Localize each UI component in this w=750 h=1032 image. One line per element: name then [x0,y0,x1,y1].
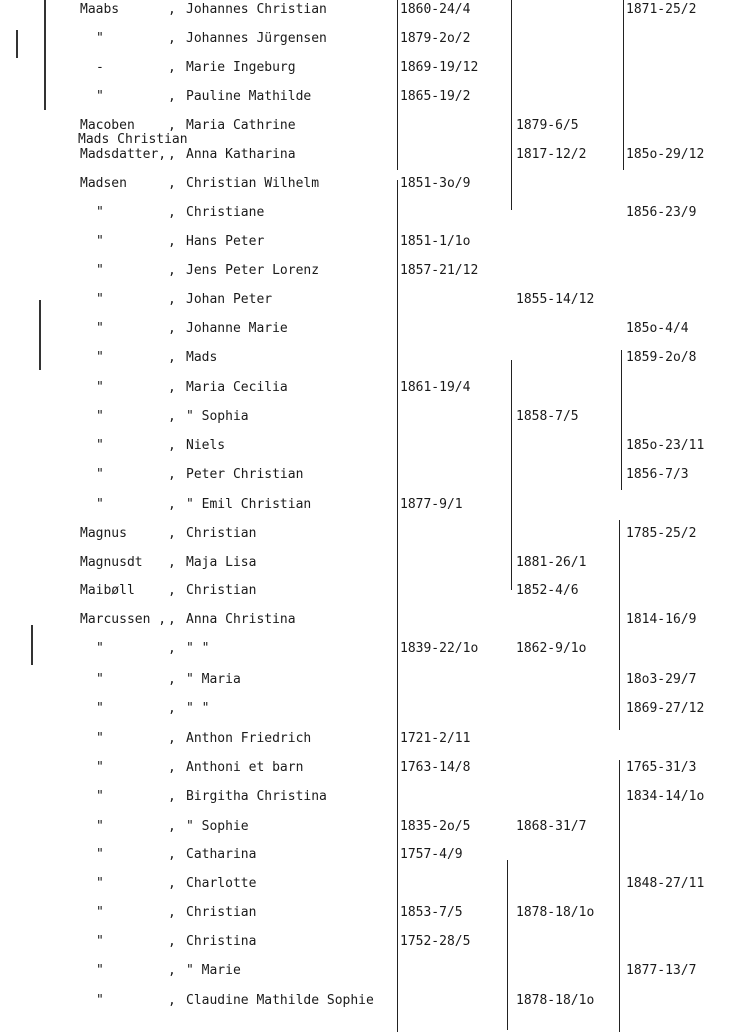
entry-surname: " [96,701,104,716]
entry-row [0,819,750,845]
entry-comma: , [168,526,176,541]
entry-extra-name: Mads Christian [78,132,188,147]
entry-date-col2: 1881-26/1 [516,555,587,570]
entry-surname: - [96,60,104,75]
entry-row [0,2,750,28]
entry-given-names: Maria Cathrine [186,118,296,133]
entry-given-names: Anna Christina [186,612,296,627]
entry-row [0,993,750,1019]
entry-date-col3: 18o3-29/7 [626,672,697,687]
entry-row [0,234,750,260]
entry-date-col3: 1856-7/3 [626,467,689,482]
entry-surname: " [96,731,104,746]
entry-surname: " [96,641,104,656]
entry-surname: " [96,321,104,336]
entry-comma: , [168,497,176,512]
entry-date-col3: 1871-25/2 [626,2,697,17]
entry-date-col1: 1851-3o/9 [400,176,471,191]
entry-date-col3: 1814-16/9 [626,612,697,627]
entry-given-names: Johannes Christian [186,2,327,17]
entry-row [0,263,750,289]
entry-date-col1: 1861-19/4 [400,380,471,395]
entry-comma: , [168,555,176,570]
entry-row [0,176,750,202]
entry-row [0,497,750,523]
entry-comma: , [168,292,176,307]
entry-row [0,60,750,86]
entry-comma: , [168,847,176,862]
entry-given-names: Mads [186,350,218,365]
entry-surname: " [96,409,104,424]
entry-comma: , [168,731,176,746]
entry-surname: " [96,263,104,278]
entry-row [0,292,750,318]
entry-surname: " [96,789,104,804]
entry-comma: , [168,438,176,453]
entry-row [0,350,750,376]
entry-given-names: " Maria [186,672,241,687]
entry-given-names: Charlotte [186,876,257,891]
entry-date-col1: 1839-22/1o [400,641,479,656]
entry-row [0,467,750,493]
entry-row [0,555,750,581]
entry-surname: " [96,847,104,862]
entry-date-col3: 1848-27/11 [626,876,705,891]
entry-comma: , [168,205,176,220]
entry-date-col1: 1877-9/1 [400,497,463,512]
entry-comma: , [168,263,176,278]
entry-given-names: Peter Christian [186,467,304,482]
entry-date-col3: 1877-13/7 [626,963,697,978]
entry-comma: , [168,789,176,804]
entry-surname: " [96,467,104,482]
entry-surname: Magnusdt [80,555,143,570]
entry-comma: , [168,672,176,687]
entry-date-col1: 1865-19/2 [400,89,471,104]
entry-surname: " [96,205,104,220]
entry-comma: , [168,176,176,191]
entry-date-col1: 1853-7/5 [400,905,463,920]
entry-row [0,31,750,57]
entry-date-col2: 1855-14/12 [516,292,595,307]
entry-date-col2: 1858-7/5 [516,409,579,424]
entry-surname: Maabs [80,2,120,17]
entry-comma: , [168,963,176,978]
entry-surname: " [96,819,104,834]
entry-given-names: " " [186,641,210,656]
entry-comma: , [168,2,176,17]
entry-given-names: Maria Cecilia [186,380,288,395]
entry-surname: Madsen [80,176,127,191]
entry-row [0,147,750,173]
entry-comma: , [168,89,176,104]
entry-row [0,731,750,757]
entry-row [0,789,750,815]
entry-surname: Marcussen , [80,612,167,627]
entry-row [0,963,750,989]
entry-date-col3: 1834-14/1o [626,789,705,804]
entry-row [0,205,750,231]
entry-date-col1: 1851-1/1o [400,234,471,249]
entry-comma: , [168,147,176,162]
entry-given-names: " Marie [186,963,241,978]
entry-date-col3: 1869-27/12 [626,701,705,716]
entry-date-col3: 1856-23/9 [626,205,697,220]
entry-date-col1: 1860-24/4 [400,2,471,17]
entry-given-names: Christian [186,526,257,541]
entry-row [0,380,750,406]
entry-date-col2: 1817-12/2 [516,147,587,162]
entry-given-names: Christian [186,583,257,598]
entry-date-col2: 1878-18/1o [516,905,595,920]
entry-surname: " [96,438,104,453]
entry-row [0,760,750,786]
entry-given-names: Pauline Mathilde [186,89,312,104]
entry-date-col1: 1757-4/9 [400,847,463,862]
entry-given-names: Maja Lisa [186,555,257,570]
entry-row [0,847,750,873]
entry-surname: " [96,993,104,1008]
entry-row [0,438,750,464]
entry-surname: Magnus [80,526,127,541]
entry-comma: , [168,118,176,133]
entry-row [0,89,750,115]
entry-given-names: Anthon Friedrich [186,731,312,746]
entry-date-col2: 1868-31/7 [516,819,587,834]
entry-date-col3: 1859-2o/8 [626,350,697,365]
entry-comma: , [168,467,176,482]
entry-comma: , [168,934,176,949]
entry-surname: " [96,292,104,307]
entry-comma: , [168,876,176,891]
entry-surname: " [96,905,104,920]
entry-date-col1: 1721-2/11 [400,731,471,746]
entry-date-col2: 1879-6/5 [516,118,579,133]
entry-given-names: Christiane [186,205,265,220]
entry-date-col1: 1857-21/12 [400,263,479,278]
entry-date-col3: 185o-29/12 [626,147,705,162]
entry-given-names: Johan Peter [186,292,273,307]
entry-comma: , [168,641,176,656]
entry-given-names: " " [186,701,210,716]
entry-date-col2: 1862-9/1o [516,641,587,656]
entry-date-col3: 185o-23/11 [626,438,705,453]
entry-given-names: Catharina [186,847,257,862]
entry-given-names: Christina [186,934,257,949]
entry-row [0,905,750,931]
entry-date-col1: 1763-14/8 [400,760,471,775]
entry-given-names: " Sophia [186,409,249,424]
entry-given-names: Anthoni et barn [186,760,304,775]
entry-comma: , [168,993,176,1008]
entry-row [0,526,750,552]
entry-comma: , [168,612,176,627]
entry-surname: " [96,760,104,775]
entry-surname: " [96,234,104,249]
entry-surname: " [96,497,104,512]
entry-surname: " [96,31,104,46]
entry-given-names: Christian Wilhelm [186,176,320,191]
entry-given-names: Johanne Marie [186,321,288,336]
entry-date-col1: 1869-19/12 [400,60,479,75]
entry-comma: , [168,409,176,424]
entry-given-names: " Sophie [186,819,249,834]
entry-row [0,672,750,698]
entry-surname: " [96,672,104,687]
entry-date-col2: 1852-4/6 [516,583,579,598]
entry-comma: , [168,701,176,716]
entry-surname: Macoben [80,118,135,133]
entry-surname: " [96,934,104,949]
entry-surname: Madsdatter, [80,147,167,162]
entry-given-names: Anna Katharina [186,147,296,162]
entry-date-col3: 185o-4/4 [626,321,689,336]
entry-comma: , [168,60,176,75]
entry-comma: , [168,905,176,920]
entry-surname: " [96,89,104,104]
entry-given-names: Christian [186,905,257,920]
entry-given-names: Hans Peter [186,234,265,249]
entry-row [0,641,750,667]
entry-date-col1: 1752-28/5 [400,934,471,949]
entry-surname: Maibøll [80,583,135,598]
entry-surname: " [96,380,104,395]
entry-date-col1: 1879-2o/2 [400,31,471,46]
entry-date-col3: 1785-25/2 [626,526,697,541]
entry-given-names: Niels [186,438,226,453]
entry-comma: , [168,234,176,249]
entry-given-names: Birgitha Christina [186,789,327,804]
entry-given-names: Marie Ingeburg [186,60,296,75]
entry-comma: , [168,819,176,834]
entry-comma: , [168,350,176,365]
entry-given-names: Jens Peter Lorenz [186,263,320,278]
entry-row [0,701,750,727]
entry-comma: , [168,760,176,775]
entry-comma: , [168,321,176,336]
entry-given-names: Claudine Mathilde Sophie [186,993,374,1008]
entry-surname: " [96,963,104,978]
entry-row [0,583,750,609]
entry-row [0,612,750,638]
entry-row [0,876,750,902]
entry-row [0,934,750,960]
entry-date-col2: 1878-18/1o [516,993,595,1008]
entry-given-names: Johannes Jürgensen [186,31,327,46]
entry-row [0,321,750,347]
entry-surname: " [96,350,104,365]
entry-comma: , [168,31,176,46]
entry-comma: , [168,583,176,598]
entry-date-col1: 1835-2o/5 [400,819,471,834]
entry-comma: , [168,380,176,395]
entry-given-names: " Emil Christian [186,497,312,512]
entry-surname: " [96,876,104,891]
entry-row [0,409,750,435]
entry-date-col3: 1765-31/3 [626,760,697,775]
